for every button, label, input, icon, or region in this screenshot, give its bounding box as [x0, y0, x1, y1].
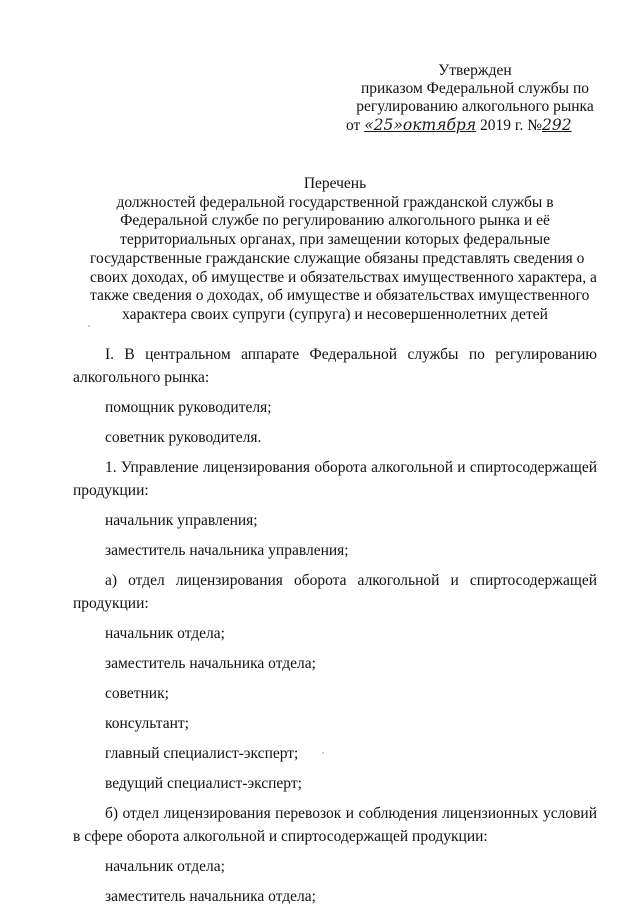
list-item: заместитель начальника отдела;: [105, 655, 316, 672]
approval-order-line: приказом Федеральной службы по: [360, 80, 590, 97]
date-year: 2019 г.: [479, 117, 524, 134]
title-line: Федеральной службе по регулированию алкогольного рынка и её: [120, 212, 550, 230]
list-item: помощник руководителя;: [105, 399, 272, 416]
title-line: характера своих супруги (супруга) и несовершеннолетних детей: [122, 305, 548, 323]
section-heading: I. В центральном аппарате Федеральной службы по регулированию алкогольного рынка:: [73, 346, 597, 386]
list-item: начальник отдела;: [105, 858, 225, 875]
title-line: государственные гражданские служащие обязаны представлять сведения о: [90, 249, 585, 267]
handwritten-month: октября: [402, 116, 477, 134]
list-item: советник;: [105, 685, 169, 702]
date-prefix: от: [346, 117, 361, 134]
approval-stamp: [340, 62, 610, 135]
list-item: начальник отдела;: [105, 625, 225, 642]
list-item: ведущий специалист-эксперт;: [105, 775, 302, 792]
list-item: начальник управления;: [105, 512, 258, 529]
handwritten-day: «25»: [364, 116, 403, 134]
document-body: [73, 343, 597, 908]
approval-date-line: [340, 116, 610, 135]
title-line: территориальных органах, при замещении которых федеральные: [120, 231, 550, 249]
document-title: [90, 175, 597, 325]
list-item: советник руководителя.: [105, 429, 262, 446]
scan-speck: [322, 752, 324, 754]
title-line: своих доходах, об имуществе и обязательствах имущественного характера, а: [90, 268, 597, 286]
title-line: также сведения о доходах, об имуществе и обязательствах имущественного: [90, 287, 590, 305]
title-line: должностей федеральной государственной гражданской службы в: [116, 193, 554, 211]
handwritten-order-number: 292: [542, 116, 572, 134]
list-item: главный специалист-эксперт;: [105, 745, 299, 762]
list-item: заместитель начальника управления;: [105, 542, 349, 559]
list-item: заместитель начальника отдела;: [105, 888, 316, 905]
subdivision-heading: а) отдел лицензирования оборота алкогольной и спиртосодержащей продукции:: [73, 572, 597, 612]
department-heading: 1. Управление лицензирования оборота алкогольной и спиртосодержащей продукции:: [73, 459, 597, 499]
subdivision-heading: б) отдел лицензирования перевозок и соблюдения лицензионных условий в сфере оборота алкогольной и спиртосодержащей продукции:: [73, 805, 597, 845]
approval-title: Утвержден: [438, 62, 512, 79]
title-heading: Перечень: [303, 175, 367, 192]
approval-agency-line: регулированию алкогольного рынка: [356, 98, 594, 115]
number-prefix: №: [527, 117, 543, 134]
list-item: консультант;: [105, 715, 189, 732]
scan-speck: [88, 325, 90, 327]
